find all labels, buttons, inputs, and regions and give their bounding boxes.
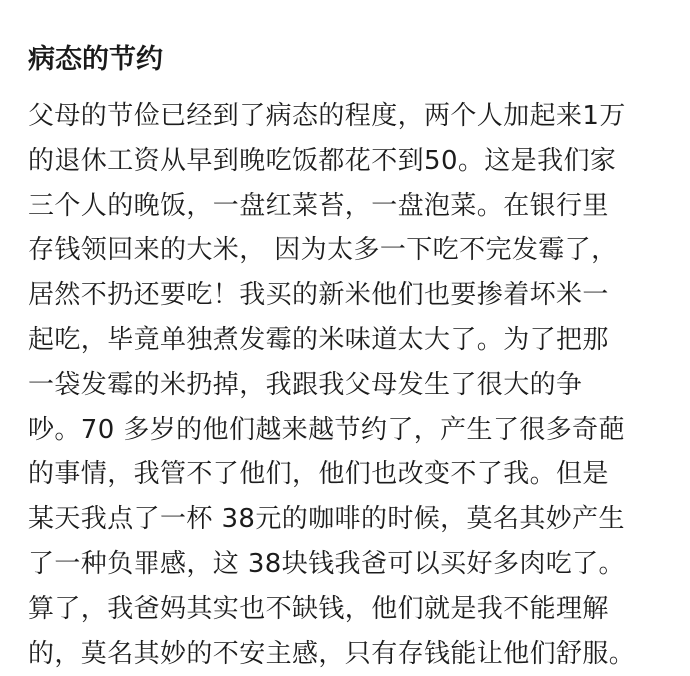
post-line: 起吃，毕竟单独煮发霉的米味道太大了。为了把那 xyxy=(28,324,609,355)
post-line: 父母的节俭已经到了病态的程度，两个人加起来1万 xyxy=(28,101,626,131)
post-line: 居然不扔还要吃！我买的新米他们也要掺着坏米一 xyxy=(28,280,609,311)
post-line: 一袋发霉的米扔掉，我跟我父母发生了很大的争 xyxy=(28,369,583,400)
post-line: 吵。70 多岁的他们越来越节约了，产生了很多奇葩 xyxy=(28,414,625,445)
post-line: 某天我点了一杯 38元的咖啡的时候，莫名其妙产生 xyxy=(28,504,625,535)
post-title: 病态的节约 xyxy=(28,44,163,75)
post-line: 的，莫名其妙的不安主感，只有存钱能让他们舒服。 xyxy=(28,638,636,669)
post-line: 的事情，我管不了他们，他们也改变不了我。但是 xyxy=(28,459,609,490)
post-line: 的退休工资从早到晚吃饭都花不到50。这是我们家 xyxy=(28,145,617,176)
post-line: 存钱领回来的大米， 因为太多一下吃不完发霉了， xyxy=(28,235,618,266)
post-line: 三个人的晚饭，一盘红菜苔，一盘泡菜。在银行里 xyxy=(28,190,609,221)
post-line: 了一种负罪感，这 38块钱我爸可以买好多肉吃了。 xyxy=(28,548,625,579)
post-body xyxy=(28,94,678,676)
post-line: 算了，我爸妈其实也不缺钱，他们就是我不能理解 xyxy=(28,593,609,624)
